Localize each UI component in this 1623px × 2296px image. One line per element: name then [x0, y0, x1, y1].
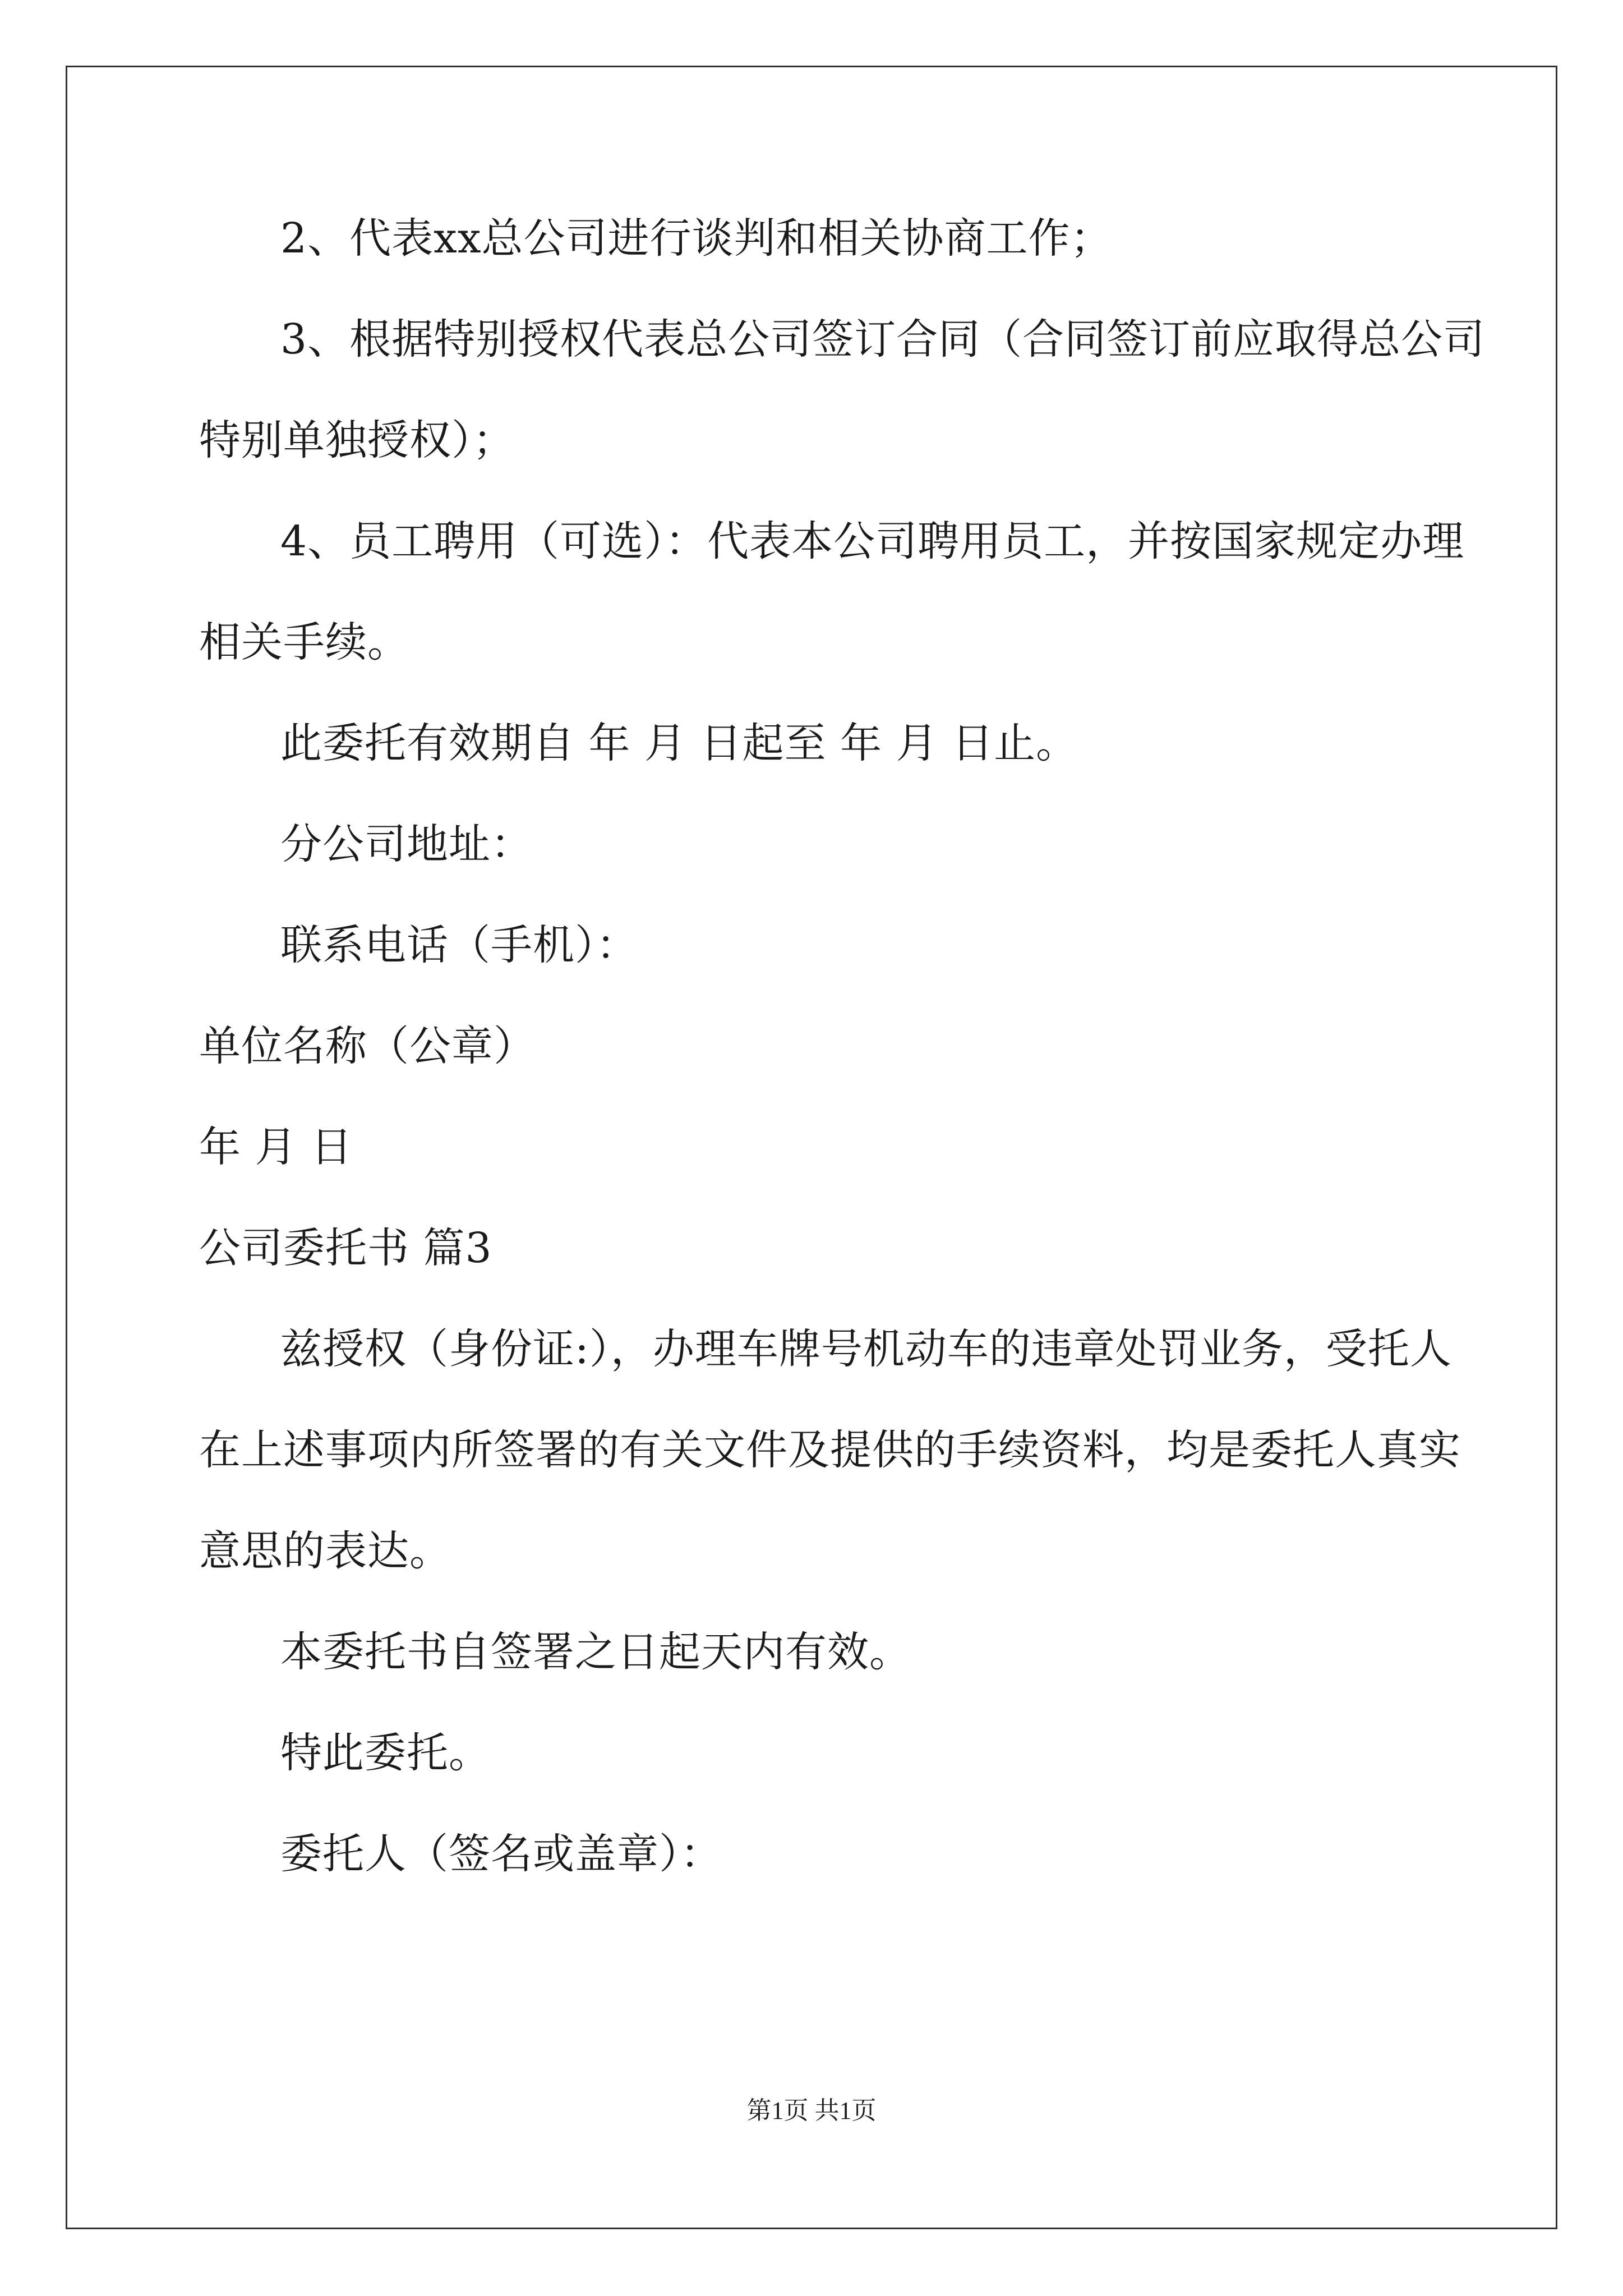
paragraph-line: 相关手续。: [199, 618, 409, 666]
paragraph-line: 兹授权（身份证:），办理车牌号机动车的违章处罚业务，受托人: [280, 1325, 1452, 1373]
paragraph-line: 此委托有效期自 年 月 日起至 年 月 日止。: [280, 719, 1078, 767]
paragraph-line: 特别单独授权）；: [199, 416, 515, 464]
paragraph-line: 年 月 日: [199, 1123, 353, 1171]
paragraph-line: 3、根据特别授权代表总公司签订合同（合同签订前应取得总公司: [280, 315, 1486, 364]
page-footer: 第1页 共1页: [746, 2097, 877, 2124]
paragraph-line: 意思的表达。: [199, 1527, 451, 1575]
section-heading: 公司委托书 篇3: [199, 1224, 492, 1272]
paragraph-line: 分公司地址：: [280, 820, 533, 868]
paragraph-line: 单位名称（公章）: [199, 1022, 536, 1070]
paragraph-line: 联系电话（手机）：: [280, 921, 638, 969]
paragraph-line: 委托人（签名或盖章）：: [280, 1830, 722, 1878]
paragraph-line: 4、员工聘用（可选）：代表本公司聘用员工，并按国家规定办理: [280, 517, 1465, 565]
paragraph-line: 在上述事项内所签署的有关文件及提供的手续资料，均是委托人真实: [199, 1426, 1461, 1474]
paragraph-line: 特此委托。: [280, 1729, 491, 1777]
paragraph-line: 2、代表xx总公司进行谈判和相关协商工作；: [280, 214, 1113, 263]
paragraph-line: 本委托书自签署之日起天内有效。: [280, 1628, 911, 1676]
